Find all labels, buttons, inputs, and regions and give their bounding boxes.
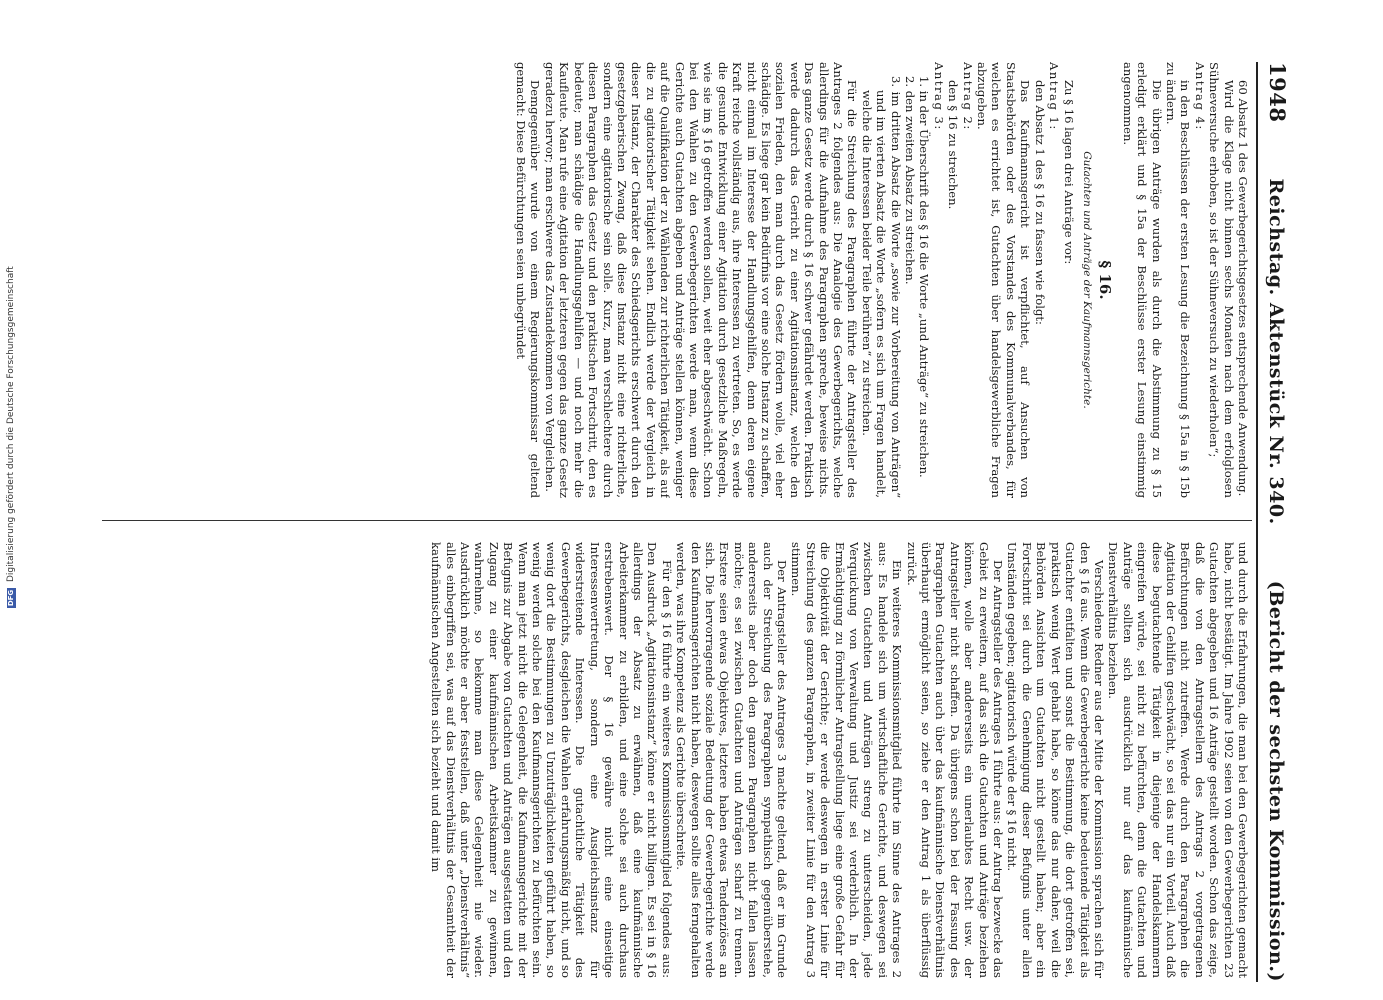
paragraph: Für die Streichung des Paragraphen führte der Antragsteller des Antrages 2 folgendes aus: Die Analogie des Gewerbegerichts, welche allerdings für die Aufnahme des Paragraphen spreche, beweise nichts. Das ganze Gesetz werde durch § 16 schwer gefährdet werden. Praktisch werde dadurch das Gericht zu einer Agitationsinstanz, welche den sozialen Frieden, den man durch das Gesetz fördern wolle, viel eher schädige. Es liege gar kein Bedürfnis vor eine solche Instanz zu schaffen, nicht einmal im Interesse der Handlungsgehilfen, denn deren eigene Kraft reiche vollständig aus, ihre Interessen zu vertreten. So, es werde die gesunde Entwicklung einer Agitation durch gesetzliche Maßregeln, wie sie im § 16 getroffen werden sollen, weit eher abgeschwächt. Schon bei den Wahlen zu den Gewerbegerichten werde man, wenn diese Gerichte auch Gutachten abgeben und Anträge stellen können, weniger auf die Qualifikation der zu Wählenden zur richterlichen Tätigkeit, als auf die zu agitatorischer Tätigkeit sehen. Endlich werde der Vergleich in dieser Instanz, der Charakter des Schiedsgerichts erschwert durch den gesetzgeberischen Zwang, daß diese Instanz nicht eine richterliche, sondern eine agitatorische sein solle. Kurz, man verschlechtere durch diesen Paragraphen das Gesetz und den praktischen Fortschritt, den es bedeute; man schädige die Handlungsgehilfen — und noch mehr die Kaufleute. Man rufe eine Agitation der letzteren gegen das ganze Gesetz geradezu hervor; man erschwere das Zustandekommen von Vergleichen. — [542, 62, 860, 498]
motion-label: Antrag 2: — [960, 62, 975, 131]
left-column — [90, 62, 1250, 498]
header-rule — [1256, 62, 1258, 982]
page-header — [1260, 62, 1290, 982]
list-item: 1. in der Überschrift des § 16 die Worte „und Anträge“ zu streichen. — [917, 76, 932, 478]
column-divider — [102, 520, 1252, 521]
paragraph: Ein weiteres Kommissionsmitglied führte im Sinne des Antrages 2 aus: Es handele sich um wirtschaftliche Gerichte, und deswegen sei zwischen Gutachten und Anträgen streng zu unterscheiden, jede Verquickung von Verwaltung und Justiz sei verderblich. In der Ermächtigung zu förmlicher Antragstellung liege eine große Gefahr für die Objektivität der Gerichte; er werde deswegen in erster Linie für Streichung des ganzen Paragraphen, in zweiter Linie für den Antrag 3 stimmen. — [789, 542, 905, 978]
paragraph: Demgegenüber wurde von einem Regierungskommissar geltend gemacht: Diese Befürchtungen seien unbegründet — [514, 62, 543, 498]
section-subheading: Gutachten und Anträge der Kaufmannsgerichte. — [1080, 151, 1093, 409]
paragraph: Die übrigen Anträge wurden als durch die Abstimmung zu § 15 erledigt erklärt und § 15a der Beschlüsse erster Lesung einstimmig angenommen. — [1120, 62, 1164, 498]
paragraph: und durch die Erfahrungen, die man bei den Gewerbegerichten gemacht habe, nicht bestätigt. Im Jahre 1902 seien von den Gewerbegerichten 23 Gutachten abgegeben und 16 Anträge gestellt worden. Schon das zeige, daß die von den Antragstellern des Antrags 2 vorgetragenen Befürchtungen nicht zutreffen. Werde durch den Paragraphen die Agitation der Gehilfen geschwächt, so sei das nur ein Vorteil. Auch daß diese begutachtende Tätigkeit in diejenige der Handelskammern eingreifen würde, sei nicht zu befürchten, denn die Gutachten und Anträge sollten sich ausdrücklich nur auf das kaufmännische Dienstverhältnis beziehen. — [1106, 542, 1250, 978]
paragraph: den Absatz 1 des § 16 zu fassen wie folgt: — [1032, 80, 1047, 325]
dfg-logo-icon: DFG — [6, 589, 15, 607]
document-page — [80, 62, 1290, 982]
section-heading: § 16. — [1096, 260, 1115, 300]
paragraph: in den Beschlüssen der ersten Lesung die Bezeichnung § 15a in § 15b zu ändern. — [1163, 62, 1193, 498]
paragraph: Zu § 16 lagen drei Anträge vor: — [1061, 80, 1076, 265]
paragraph: Das Kaufmannsgericht ist verpflichtet, auf Ansuchen von Staatsbehörden oder des Vorstandes des Kommunalverbandes, für welchen es errichtet ist, Gutachten über handelsgewerbliche Fragen abzugeben. — [975, 62, 1033, 498]
page-subtitle: (Bericht der sechsten Kommission.) — [1265, 580, 1287, 982]
paragraph: 60 Absatz 1 des Gewerbegerichtsgesetzes entsprechende Anwendung. — [1236, 80, 1250, 497]
paragraph: Der Antragsteller des Antrages 1 führte aus: der Antrag bezwecke das Gebiet zu erweitern, auf das sich die Gutachten und Anträge beziehen können, wolle aber andererseits ein unerlaubtes Recht usw. der Antragsteller nicht schaffen. Da übrigens schon bei der Fassung des Paragraphen Gutachten auch über das kaufmännische Dienstverhältnis überhaupt ermöglicht seien, so ziehe er den Antrag 1 als überflüssig zurück. — [904, 542, 1006, 978]
motion-label: Antrag 1: — [1047, 62, 1062, 131]
paragraph: Wird die Klage nicht binnen sechs Monaten nach dem erfolglosen Sühneversuche erhoben, so ist der Sühneversuch zu wiederholen“; — [1207, 62, 1236, 498]
motion-label: Antrag 3: — [931, 62, 946, 131]
list-item: 2. den zweiten Absatz zu streichen. — [903, 76, 918, 285]
right-column — [90, 542, 1250, 978]
paragraph: Verschiedene Redner aus der Mitte der Kommission sprachen sich für den § 16 aus. Wenn die Gewerbegerichte keine bedeutende Tätigkeit als Gutachter entfalten und sonst die Bestimmung, die dort getroffen sei, praktisch wenig Wert gehabt habe, so könne das nur daher, weil die Behörden Ansichten um Gutachten nicht gestellt haben; aber ein Fortschritt sei durch die Genehmigung dieser Befugnis unter allen Umständen gegeben; agitatorisch würde der § 16 nicht. — [1005, 542, 1106, 978]
paragraph: Der Antragsteller des Antrages 3 machte geltend, daß er im Grunde auch der Streichung des Paragraphen sympathisch gegenüberstehe, andererseits aber doch den ganzen Paragraphen nicht fallen lassen möchte; es sei zwischen Gutachten und Anträgen scharf zu trennen. Erstere seien etwas Objektives, letztere haben etwas Tendenziöses an sich. Die hervorragende soziale Bedeutung der Gewerbegerichte werde den Kaufmannsgerichten nicht haben, deswegen sollte alles ferngehalten werden, was ihre Kompetenz als Gerichte überschreite. — [674, 542, 789, 978]
paragraph: den § 16 zu streichen. — [946, 80, 961, 210]
page-number: 1948 — [1265, 62, 1290, 123]
motion-label: Antrag 4: — [1192, 62, 1207, 131]
list-item: 3. im dritten Absatz die Worte „sowie zur Vorbereitung von Anträgen“ und im vierten Absatz die Worte „sofern es sich um Fragen handelt, welche die Interessen beider Teile berühren“ zu streichen. — [859, 76, 903, 498]
credit-text: Digitalisierung gefördert durch die Deutsche Forschungsgemeinschaft — [6, 266, 16, 582]
page-title: Reichstag. Aktenstück Nr. 340. — [1265, 178, 1287, 525]
digitization-credit — [6, 266, 16, 608]
paragraph: Für den § 16 führte ein weiteres Kommissionsmitglied folgendes aus: Den Ausdruck „Agitationsinstanz“ könne er nicht billigen. Es sei in § 16 allerdings der Absatz zu erwähnen, daß eine kaufmännische Arbeiterkammer zu erbilden, und eine solche sei auch durchaus erstrebenswert. Der § 16 gewähre nicht eine einseitige Interessenvertretung, sondern eine Ausgleichsinstanz für widerstreitende Interessen. Die gutachtliche Tätigkeit des Gewerbegerichts, desgleichen die Wahlen erfahrungsmäßig nicht, und so wenig dort die Bestimmungen zu Unzuträglichkeiten geführt haben, so wenig werden solche bei den Kaufmannsgerichten zu befürchten sein. Wenn man jetzt nicht die Gelegenheit, die Kaufmannsgerichte mit der Befugnis zur Abgabe von Gutachten und Anträgen ausgestatten und den Zugang zu einer kaufmännischen Arbeitskammer zu gewinnen, wahrnehme, so bekomme man diese Gelegenheit nie wieder. Ausdrücklich möchte er aber feststellen, daß unter „Dienstverhältnis“ alles einbegriffen sei, was auf das Dienstverhältnis der Gesamtheit der kaufmännischen Angestellten sich bezieht und damit im — [429, 542, 674, 978]
